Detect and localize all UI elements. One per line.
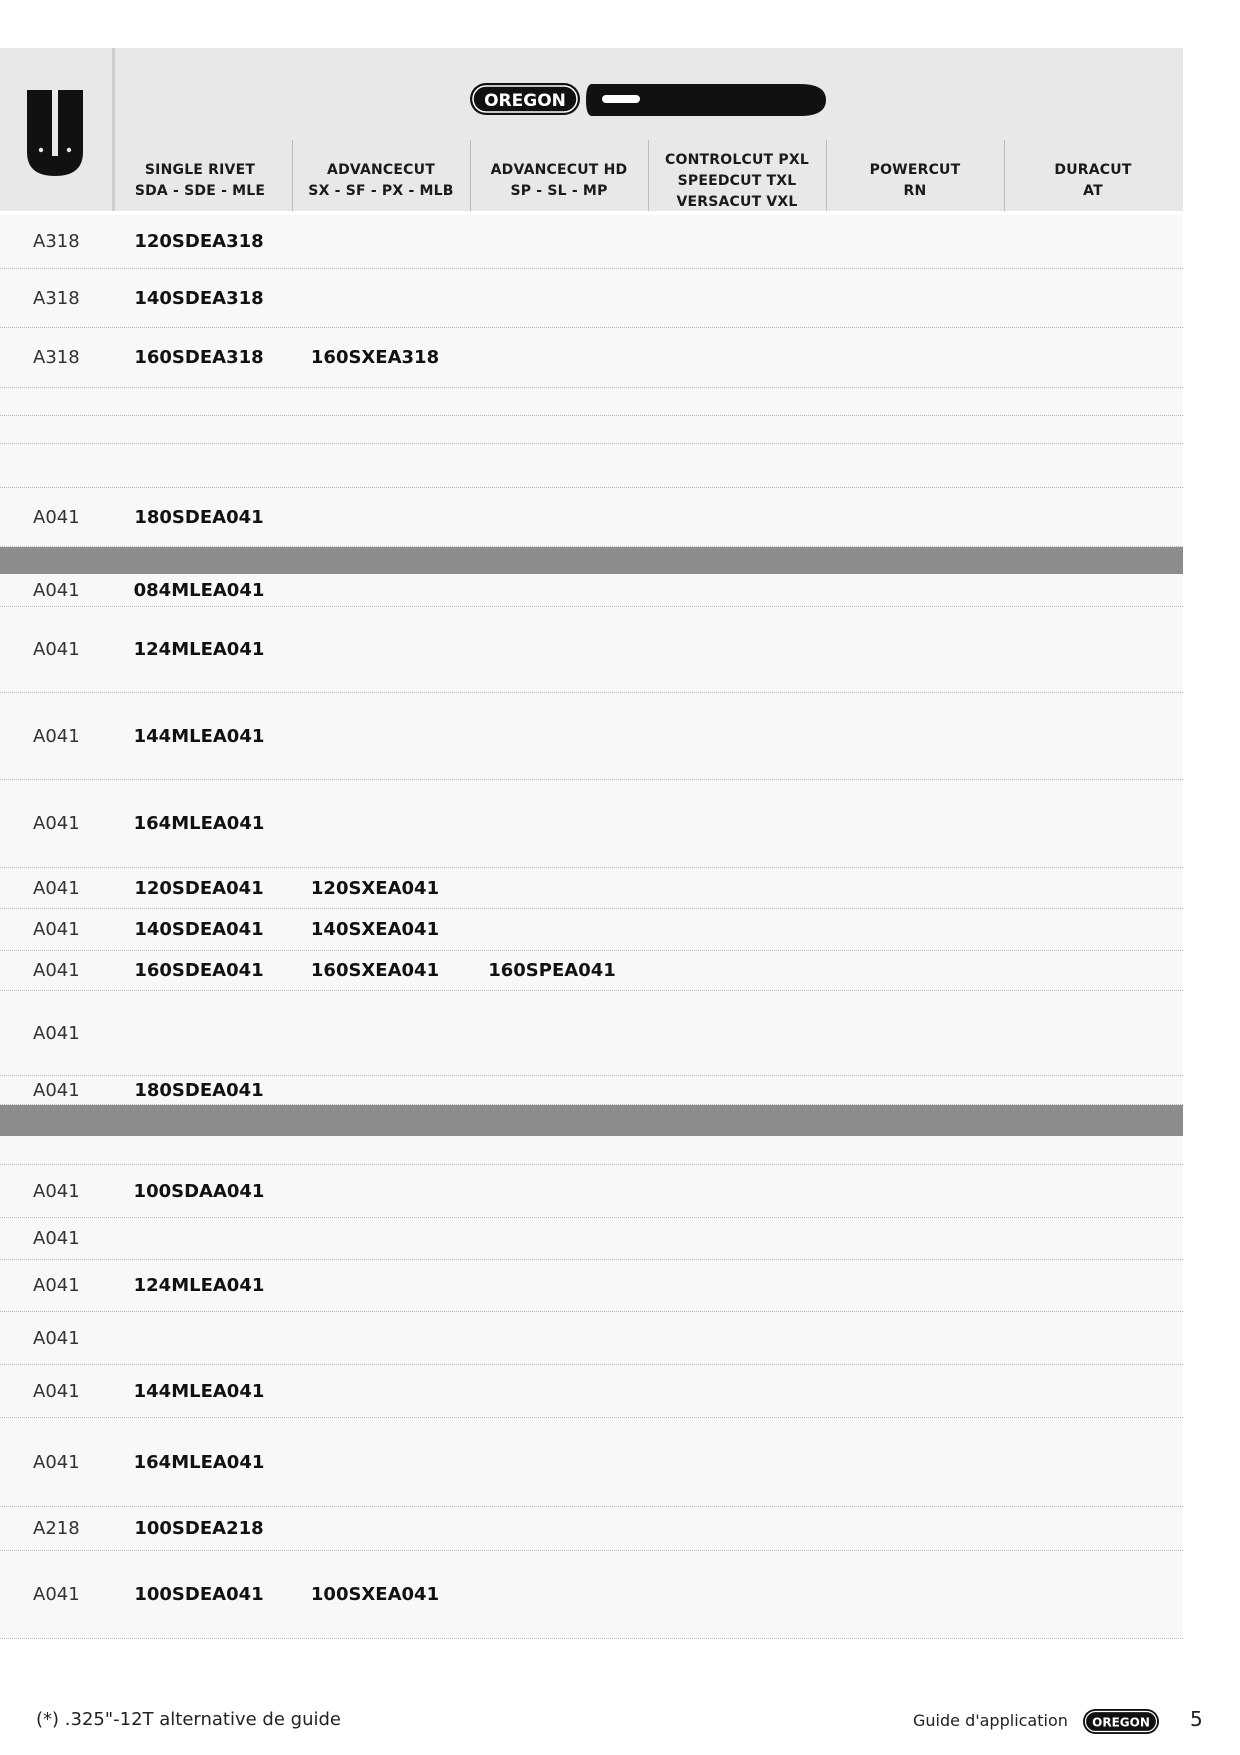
- column-header-line: VERSACUT VXL: [676, 193, 798, 210]
- table-header: [0, 48, 1183, 211]
- part-number-cell: 100SDEA218: [134, 1518, 264, 1539]
- part-number-cell: 100SXEA041: [310, 1584, 440, 1605]
- row-separator: [0, 1638, 1183, 1639]
- header-brand: OREGON: [484, 91, 566, 111]
- row-code: A041: [33, 725, 80, 747]
- part-number-cell: 144MLEA041: [133, 725, 265, 747]
- column-header-single-rivet: [125, 156, 275, 206]
- part-number-cell: 120SXEA041: [310, 877, 440, 899]
- row-code: A218: [33, 1518, 80, 1539]
- part-number-cell: 160SXEA318: [310, 347, 440, 368]
- column-header-line: SDA - SDE - MLE: [134, 183, 266, 199]
- part-number-cell: 120SDEA318: [134, 231, 264, 252]
- footer-guide-label: Guide d'application: [913, 1711, 1068, 1730]
- column-header-controlcut: [656, 146, 818, 216]
- section-divider-bar: [0, 545, 1183, 574]
- row-code: A041: [33, 1275, 80, 1296]
- row-code: A041: [33, 813, 80, 834]
- header-separator: [112, 48, 115, 211]
- table-row: [0, 991, 1183, 1076]
- row-code: A041: [33, 506, 80, 528]
- footer-note: (*) .325"-12T alternative de guide: [36, 1709, 341, 1730]
- part-number-cell: 120SDEA041: [134, 877, 264, 899]
- column-divider: [826, 140, 827, 211]
- part-number-cell: 180SDEA041: [134, 506, 264, 528]
- row-code: A041: [33, 1451, 80, 1473]
- table-row: [0, 1136, 1183, 1165]
- part-number-cell: 140SDEA318: [134, 287, 264, 309]
- part-number-cell: 100SDEA041: [134, 1584, 264, 1605]
- oregon-logo-with-bar: [470, 78, 830, 120]
- row-separator: [0, 1104, 1183, 1105]
- guide-bar-icon: [25, 90, 85, 178]
- column-divider: [648, 140, 649, 211]
- table-row: [0, 1312, 1183, 1365]
- row-code: A318: [33, 231, 80, 252]
- row-code: A041: [33, 579, 80, 601]
- part-number-cell: 160SDEA318: [134, 347, 264, 368]
- row-separator: [0, 546, 1183, 547]
- column-header-line: CONTROLCUT PXL: [665, 151, 809, 168]
- column-divider: [470, 140, 471, 211]
- column-header-line: POWERCUT: [869, 162, 961, 178]
- table-row: [0, 1218, 1183, 1260]
- column-header-line: DURACUT: [1054, 162, 1132, 178]
- part-number-cell: 084MLEA041: [133, 579, 265, 601]
- column-header-line: RN: [903, 183, 927, 199]
- column-header-advancecut: [300, 156, 462, 206]
- column-header-line: AT: [1083, 183, 1103, 199]
- row-code: A041: [33, 1584, 80, 1605]
- table-row: [0, 416, 1183, 444]
- column-header-line: SX - SF - PX - MLB: [308, 183, 454, 199]
- column-header-duracut: [1012, 156, 1174, 206]
- column-divider: [292, 140, 293, 211]
- part-number-cell: 144MLEA041: [133, 1380, 265, 1402]
- column-divider: [1004, 140, 1005, 211]
- row-code: A041: [33, 639, 80, 660]
- row-code: A041: [33, 1380, 80, 1402]
- row-code: A041: [33, 1327, 80, 1349]
- row-code: A041: [33, 1022, 80, 1044]
- footer-brand: OREGON: [1092, 1715, 1150, 1730]
- section-divider-bar: [0, 1105, 1183, 1136]
- part-number-cell: 140SXEA041: [310, 919, 440, 940]
- row-code: A041: [33, 919, 80, 940]
- column-header-line: ADVANCECUT HD: [490, 162, 628, 178]
- part-number-cell: 180SDEA041: [134, 1079, 264, 1101]
- table-row: [0, 444, 1183, 488]
- row-code: A041: [33, 1228, 80, 1249]
- column-header-advancecut-hd: [478, 156, 640, 206]
- row-code: A041: [33, 1180, 80, 1202]
- footer-oregon-logo: [1083, 1709, 1159, 1734]
- column-header-line: ADVANCECUT: [327, 162, 435, 178]
- column-header-line: SP - SL - MP: [510, 183, 608, 199]
- part-number-cell: 100SDAA041: [133, 1180, 265, 1202]
- table-row: [0, 388, 1183, 416]
- part-number-cell: 164MLEA041: [133, 813, 265, 834]
- part-number-cell: 164MLEA041: [133, 1451, 265, 1473]
- part-number-cell: 160SDEA041: [134, 960, 264, 981]
- part-number-cell: 140SDEA041: [134, 919, 264, 940]
- row-code: A041: [33, 960, 80, 981]
- row-code: A041: [33, 1079, 80, 1101]
- column-header-powercut: [834, 156, 996, 206]
- part-number-cell: 160SXEA041: [310, 960, 440, 981]
- part-number-cell: 124MLEA041: [133, 1275, 265, 1296]
- part-number-cell: 160SPEA041: [488, 960, 616, 981]
- part-number-cell: 124MLEA041: [133, 639, 265, 660]
- page-number: 5: [1190, 1707, 1203, 1731]
- column-header-line: SINGLE RIVET: [144, 162, 256, 178]
- column-header-line: SPEEDCUT TXL: [677, 172, 797, 189]
- row-code: A318: [33, 287, 80, 309]
- row-code: A318: [33, 347, 80, 368]
- row-code: A041: [33, 877, 80, 899]
